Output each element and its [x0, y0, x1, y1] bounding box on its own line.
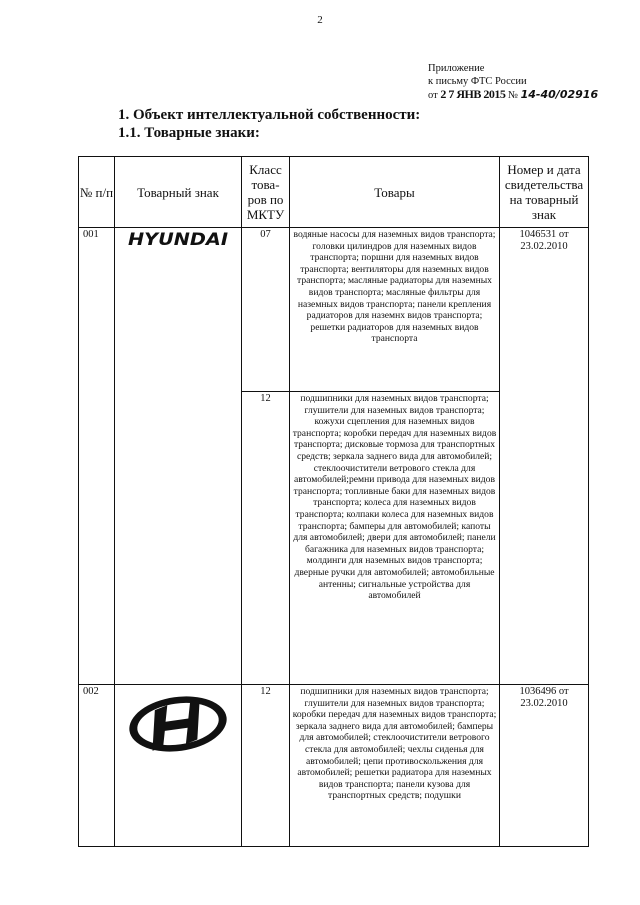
header-registration: Номер и дата свидетельства на товарный знак — [500, 157, 589, 228]
row-number: 001 — [79, 228, 115, 685]
trademark-cell — [115, 685, 242, 847]
header-goods: Товары — [290, 157, 500, 228]
annex-line-2: к письму ФТС России — [428, 76, 527, 87]
row-number: 002 — [79, 685, 115, 847]
annex-number-label: № — [507, 90, 518, 101]
wordmark-text: HYUNDAI — [128, 230, 228, 249]
date-stamp: 2 7 ЯНВ 2015 — [440, 87, 506, 101]
section-heading: 1. Объект интеллектуальной собственности: — [118, 107, 421, 123]
table-row — [79, 685, 589, 847]
registration-cell: 1046531 от 23.02.2010 — [500, 228, 589, 685]
subsection-heading: 1.1. Товарные знаки: — [118, 125, 260, 141]
class-cell: 12 — [242, 685, 290, 847]
annex-block — [428, 62, 598, 102]
hyundai-wordmark-logo — [126, 229, 230, 249]
table-header-row — [79, 157, 589, 228]
hyundai-emblem-logo — [123, 689, 233, 759]
trademark-cell — [115, 228, 242, 685]
class-cell: 12 — [242, 392, 290, 685]
page-number: 2 — [317, 14, 323, 26]
goods-cell: подшипники для наземных видов транспорта; глушители для наземных видов транспорта; коробки передач для наземных видов транспорта; зеркала заднего вида для автомобилей; бамперы для автомобилей; стеклоочистители ветрового стекла для автомобилей; чехлы сиденья для автомобилей; цепи противоскольжения для автомобилей; решетки радиатора для наземных видов транспорта; панели кузова для транспортных средств; подушки — [290, 685, 500, 847]
trademark-table — [78, 156, 589, 847]
header-mark: Товарный знак — [115, 157, 242, 228]
class-cell: 07 — [242, 228, 290, 392]
handwritten-number: 14-40/02916 — [520, 88, 599, 101]
annex-from-label: от — [428, 90, 438, 101]
header-class: Класс това-ров по МКТУ — [242, 157, 290, 228]
annex-line-3 — [428, 88, 598, 102]
goods-cell: подшипники для наземных видов транспорта; глушители для наземных видов транспорта; кожухи сцепления для наземных видов транспорта; коробки передач для наземных видов транспорта; дисковые тормоза для транспортных средств; зеркала заднего вида для автомобилей; стеклоочистители ветрового стекла для автомобилей;ремни привода для наземных видов транспорта; топливные баки для наземных видов транспорта; колеса для наземных видов транспорта; колпаки колеса для наземных видов транспорта; бамперы для автомобилей; капоты для автомобилей; двери для автомобилей; панели багажника для наземных видов транспорта; молдинги для наземных видов транспорта; дверные ручки для автомобилей; автомобильные антенны; сигнальные устройства для автомобилей — [290, 392, 500, 685]
goods-cell: водяные насосы для наземных видов транспорта; головки цилиндров для наземных видов транспорта; поршни для наземных видов транспорта; вентиляторы для наземных видов транспорта; масляные радиаторы для наземных видов транспорта; масляные фильтры для наземных видов транспорта; панели крепления радиаторов для наземнх видов транспорта; решетки радиаторов для наземных видов транспорта — [290, 228, 500, 392]
header-num: № п/п — [79, 157, 115, 228]
annex-line-1: Приложение — [428, 63, 485, 74]
table-row — [79, 228, 589, 392]
registration-cell: 1036496 от 23.02.2010 — [500, 685, 589, 847]
